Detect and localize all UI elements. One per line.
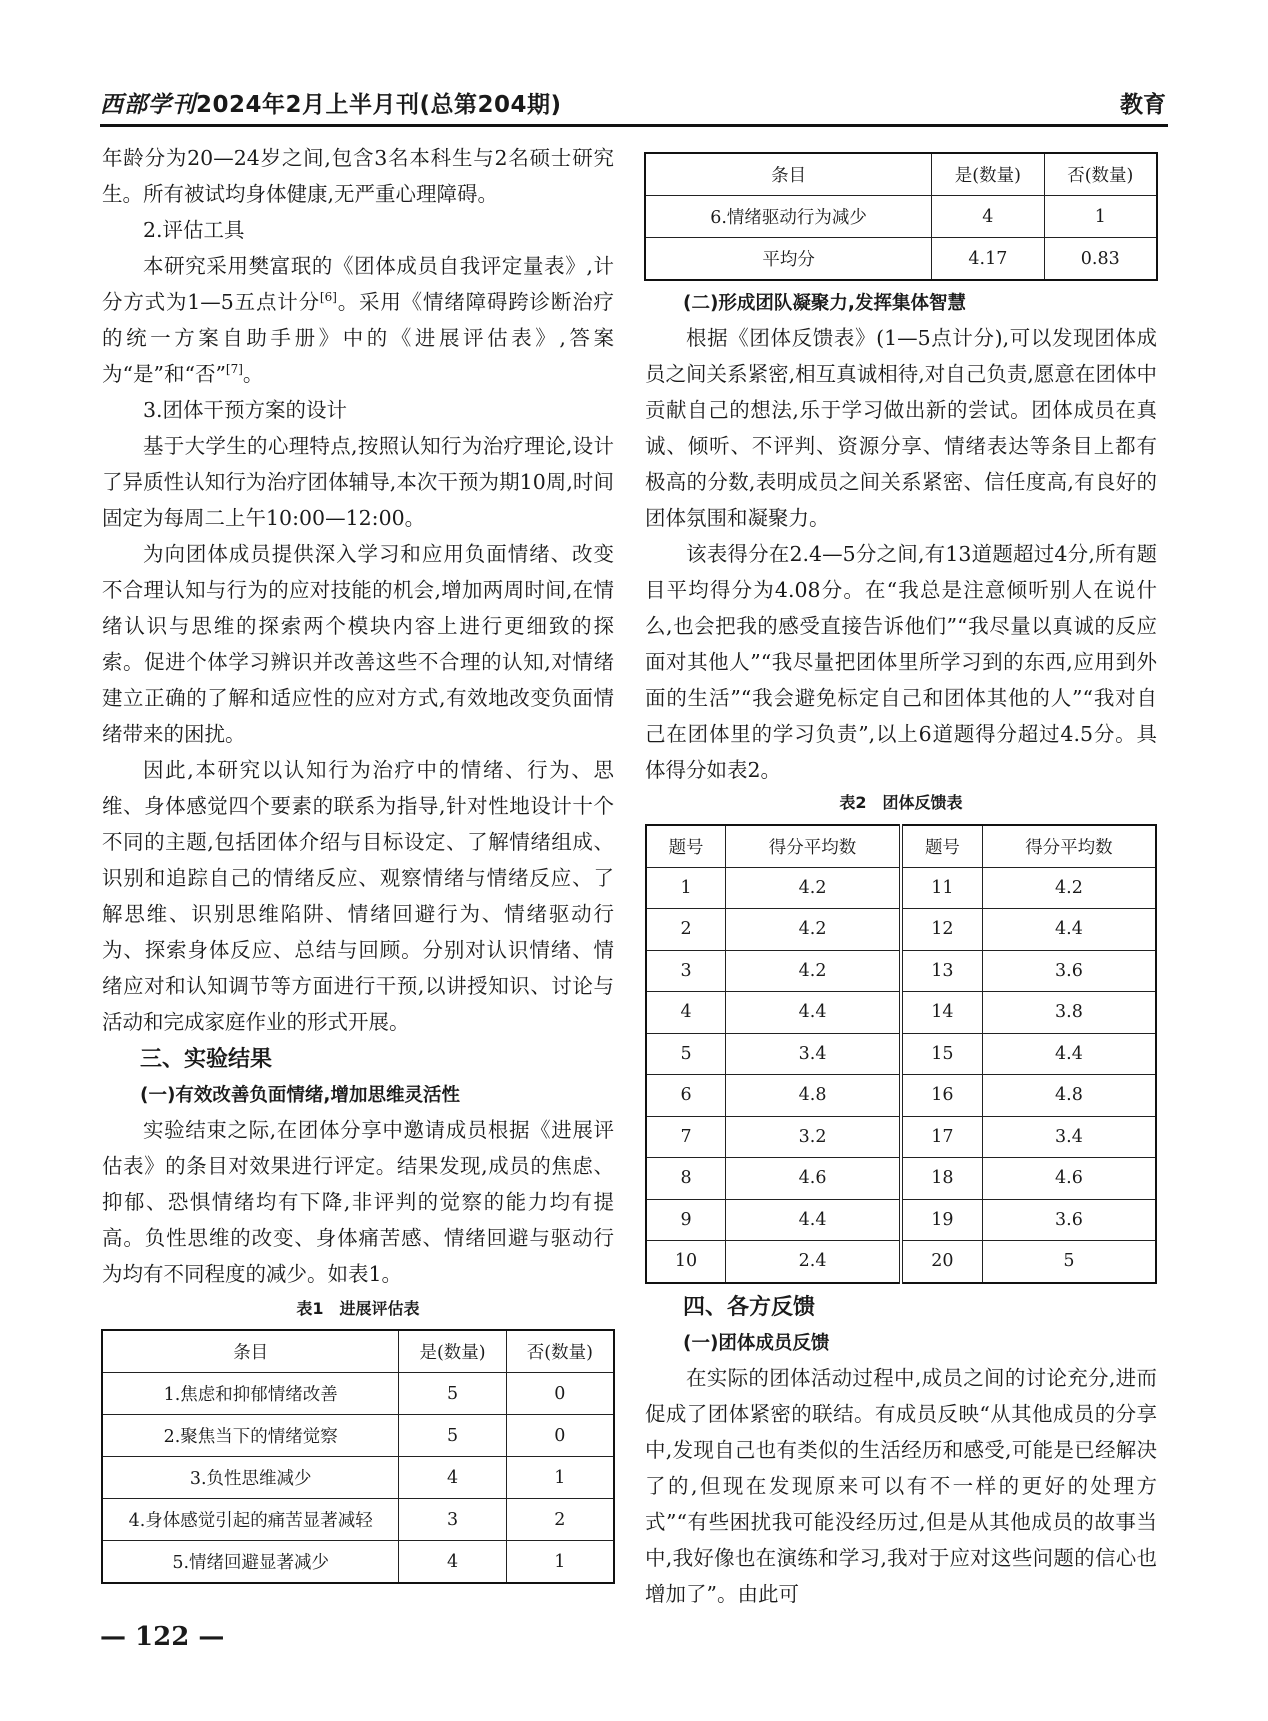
table-cell: 18 <box>901 1158 982 1200</box>
table-cell: 5 <box>646 1033 726 1075</box>
subsection-heading: (一)有效改善负面情绪,增加思维灵活性 <box>140 1085 460 1106</box>
journal-title <box>100 86 562 119</box>
table-cell: 5 <box>399 1373 506 1415</box>
subheading-tools: 2.评估工具 <box>143 218 245 242</box>
table-cell: 4.8 <box>726 1075 901 1117</box>
column-header: 条目 <box>103 1331 399 1373</box>
table-cell: 12 <box>901 909 982 951</box>
citation: [6] <box>319 290 337 305</box>
table-header-row <box>646 154 1157 196</box>
table-cell: 14 <box>901 992 982 1034</box>
column-header: 否(数量) <box>1044 154 1156 196</box>
table-header-row <box>103 1331 614 1373</box>
table-cell: 3 <box>646 950 726 992</box>
table-row <box>646 1241 1156 1283</box>
table-row <box>646 196 1157 238</box>
column-header: 得分平均数 <box>726 825 901 867</box>
table-cell: 6.情绪驱动行为减少 <box>646 196 932 238</box>
subheading-design: 3.团体干预方案的设计 <box>143 398 348 422</box>
table1-caption: 表1 进展评估表 <box>296 1299 420 1318</box>
table-cell: 4.身体感觉引起的痛苦显著减轻 <box>103 1499 399 1541</box>
table-row <box>646 867 1156 909</box>
page-number: — 122 — <box>100 1622 225 1652</box>
table-row <box>646 1199 1156 1241</box>
table-cell: 4.2 <box>726 909 901 951</box>
table-cell: 6 <box>646 1075 726 1117</box>
column-header: 题号 <box>901 825 982 867</box>
paragraph: 在实际的团体活动过程中,成员之间的讨论充分,进而促成了团体紧密的联结。有成员反映“从其他成员的分享中,发现自己也有类似的生活经历和感受,可能是已经解决了的,但现在发现原来可以有不一样的更好的处理方式”“有些困扰我可能没经历过,但是从其他成员的故事当中,我好像也在演练和学习,我对于应对这些问题的信心也增加了”。由此可 <box>645 1365 1157 1606</box>
right-column <box>645 153 1157 1612</box>
table-cell: 1 <box>1044 196 1156 238</box>
paragraph: 该表得分在2.4—5分之间,有13道题超过4分,所有题目平均得分为4.08分。在“我总是注意倾听别人在说什么,也会把我的感受直接告诉他们”“我尽量以真诚的反应面对其他人”“我尽量把团体里所学习到的东西,应用到外面的生活”“我会避免标定自己和团体其他的人”“我对自己在团体里的学习负责”,以上6道题得分超过4.5分。具体得分如表2。 <box>645 542 1157 782</box>
section-heading-results: 三、实验结果 <box>140 1047 273 1072</box>
table-cell: 4.4 <box>726 1199 901 1241</box>
table-cell: 2 <box>506 1499 613 1541</box>
subsection-heading: (二)形成团队凝聚力,发挥集体智慧 <box>683 293 966 314</box>
table-row <box>646 950 1156 992</box>
column-header: 否(数量) <box>506 1331 613 1373</box>
column-header: 是(数量) <box>932 154 1044 196</box>
table-cell: 4.2 <box>726 950 901 992</box>
table-cell: 1.焦虑和抑郁情绪改善 <box>103 1373 399 1415</box>
table-row <box>103 1457 614 1499</box>
table-row <box>103 1499 614 1541</box>
table-row <box>646 992 1156 1034</box>
table-cell: 4.2 <box>982 867 1156 909</box>
table-cell: 8 <box>646 1158 726 1200</box>
subsection-heading: (一)团体成员反馈 <box>683 1332 830 1354</box>
paragraph: 为向团体成员提供深入学习和应用负面情绪、改变不合理认知与行为的应对技能的机会,增加两周时间,在情绪认识与思维的探索两个模块内容上进行更细致的探索。促进个体学习辨识并改善这些不合理的认知,对情绪建立正确的了解和适应性的应对方式,有效地改变负面情绪带来的困扰。 <box>102 542 614 746</box>
table-cell: 2 <box>646 909 726 951</box>
page-header <box>100 84 1168 127</box>
table-cell: 17 <box>901 1116 982 1158</box>
table-cell: 9 <box>646 1199 726 1241</box>
table-cell: 3.6 <box>982 1199 1156 1241</box>
table-row <box>646 1158 1156 1200</box>
table-row <box>646 238 1157 280</box>
table-row <box>646 1075 1156 1117</box>
table-row <box>103 1415 614 1457</box>
table-cell: 5 <box>399 1415 506 1457</box>
paragraph: 因此,本研究以认知行为治疗中的情绪、行为、思维、身体感觉四个要素的联系为指导,针对性地设计十个不同的主题,包括团体介绍与目标设定、了解情绪组成、识别和追踪自己的情绪反应、观察情绪与情绪反应、了解思维、识别思维陷阱、情绪回避行为、情绪驱动行为、探索身体反应、总结与回顾。分别对认识情绪、情绪应对和认知调节等方面进行干预,以讲授知识、讨论与活动和完成家庭作业的形式开展。 <box>102 758 614 1034</box>
table-cell: 19 <box>901 1199 982 1241</box>
table-cell: 2.聚焦当下的情绪觉察 <box>103 1415 399 1457</box>
table2-caption: 表2 团体反馈表 <box>839 793 963 812</box>
table-cell: 20 <box>901 1241 982 1283</box>
table-cell: 5.情绪回避显著减少 <box>103 1541 399 1583</box>
table-row <box>646 909 1156 951</box>
table-cell: 3.8 <box>982 992 1156 1034</box>
table-cell: 4.4 <box>982 1033 1156 1075</box>
table-cell: 5 <box>982 1241 1156 1283</box>
table-cell: 16 <box>901 1075 982 1117</box>
paragraph: 根据《团体反馈表》(1—5点计分),可以发现团体成员之间关系紧密,相互真诚相待,对自己负责,愿意在团体中贡献自己的想法,乐于学习做出新的尝试。团体成员在真诚、倾听、不评判、资源分享、情绪表达等条目上都有极高的分数,表明成员之间关系紧密、信任度高,有良好的团体氛围和凝聚力。 <box>645 326 1157 530</box>
table-cell: 4.6 <box>726 1158 901 1200</box>
table-cell: 3.4 <box>726 1033 901 1075</box>
table-cell: 0.83 <box>1044 238 1156 280</box>
table-cell: 1 <box>646 867 726 909</box>
table-cell: 3 <box>399 1499 506 1541</box>
table-cell: 4 <box>399 1457 506 1499</box>
table-cell: 15 <box>901 1033 982 1075</box>
table-cell: 13 <box>901 950 982 992</box>
left-column <box>102 140 614 1583</box>
table1-part1 <box>102 1330 614 1583</box>
table-cell: 0 <box>506 1373 613 1415</box>
table-row <box>103 1541 614 1583</box>
table-cell: 平均分 <box>646 238 932 280</box>
column-header: 得分平均数 <box>982 825 1156 867</box>
table-row <box>646 1116 1156 1158</box>
table-cell: 4.17 <box>932 238 1044 280</box>
table-cell: 2.4 <box>726 1241 901 1283</box>
table1-part2 <box>645 153 1157 280</box>
table-cell: 1 <box>506 1457 613 1499</box>
citation: [7] <box>225 362 243 377</box>
table-cell: 0 <box>506 1415 613 1457</box>
paragraph: 基于大学生的心理特点,按照认知行为治疗理论,设计了异质性认知行为治疗团体辅导,本次干预为期10周,时间固定为每周二上午10:00—12:00。 <box>102 434 614 530</box>
paragraph-tools: 本研究采用樊富珉的《团体成员自我评定量表》,计分方式为1—5五点计分[6]。采用《情绪障碍跨诊断治疗的统一方案自助手册》中的《进展评估表》,答案为“是”和“否”[7]。 <box>102 254 615 386</box>
journal-logo: 西部学刊 <box>100 91 196 118</box>
table-row <box>103 1373 614 1415</box>
table-cell: 3.4 <box>982 1116 1156 1158</box>
table-cell: 3.6 <box>982 950 1156 992</box>
table-header-row <box>646 825 1156 867</box>
table-cell: 4.4 <box>982 909 1156 951</box>
column-header: 是(数量) <box>399 1331 506 1373</box>
table-cell: 10 <box>646 1241 726 1283</box>
column-header: 题号 <box>646 825 726 867</box>
table-cell: 4 <box>646 992 726 1034</box>
table-cell: 4.2 <box>726 867 901 909</box>
table-row <box>646 1033 1156 1075</box>
table-cell: 3.负性思维减少 <box>103 1457 399 1499</box>
table-cell: 4 <box>399 1541 506 1583</box>
issue-info: 2024年2月上半月刊(总第204期) <box>196 92 562 118</box>
table-cell: 4 <box>932 196 1044 238</box>
table-cell: 1 <box>506 1541 613 1583</box>
table2 <box>645 824 1157 1284</box>
table-cell: 11 <box>901 867 982 909</box>
section-label: 教育 <box>1120 92 1166 118</box>
section-heading-feedback: 四、各方反馈 <box>683 1294 816 1320</box>
column-header: 条目 <box>646 154 932 196</box>
table-cell: 7 <box>646 1116 726 1158</box>
table-cell: 4.4 <box>726 992 901 1034</box>
table-cell: 3.2 <box>726 1116 901 1158</box>
table-cell: 4.6 <box>982 1158 1156 1200</box>
table-cell: 4.8 <box>982 1075 1156 1117</box>
paragraph: 年龄分为20—24岁之间,包含3名本科生与2名硕士研究生。所有被试均身体健康,无严重心理障碍。 <box>102 146 614 206</box>
paragraph: 实验结束之际,在团体分享中邀请成员根据《进展评估表》的条目对效果进行评定。结果发现,成员的焦虑、抑郁、恐惧情绪均有下降,非评判的觉察的能力均有提高。负性思维的改变、身体痛苦感、情绪回避与驱动行为均有不同程度的减少。如表1。 <box>102 1118 614 1286</box>
